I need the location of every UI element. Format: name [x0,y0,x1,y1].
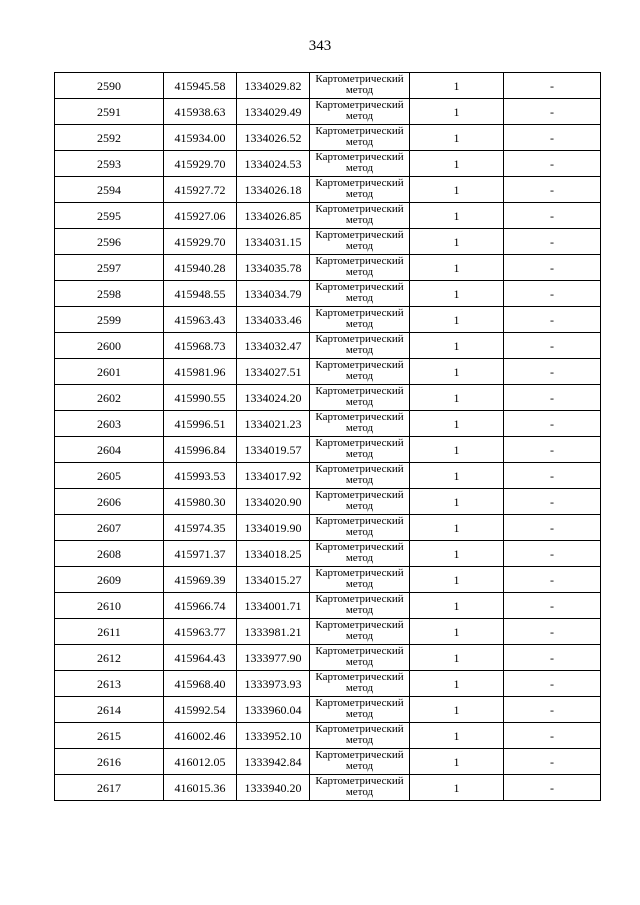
point-number-cell: 2613 [55,671,164,697]
accuracy-cell: 1 [410,177,504,203]
point-number-cell: 2614 [55,697,164,723]
accuracy-cell: 1 [410,99,504,125]
note-cell: - [504,307,601,333]
y-coordinate-cell: 1334024.53 [237,151,310,177]
x-coordinate-cell: 415974.35 [164,515,237,541]
x-coordinate-cell: 415927.72 [164,177,237,203]
y-coordinate-cell: 1334027.51 [237,359,310,385]
note-cell: - [504,73,601,99]
y-coordinate-cell: 1334034.79 [237,281,310,307]
point-number-cell: 2592 [55,125,164,151]
x-coordinate-cell: 415929.70 [164,151,237,177]
accuracy-cell: 1 [410,775,504,801]
coordinates-table-body [55,73,601,801]
table-row [55,697,601,723]
x-coordinate-cell: 416015.36 [164,775,237,801]
table-row [55,593,601,619]
note-cell: - [504,645,601,671]
table-row [55,671,601,697]
table-row [55,125,601,151]
y-coordinate-cell: 1334033.46 [237,307,310,333]
note-cell: - [504,333,601,359]
y-coordinate-cell: 1334031.15 [237,229,310,255]
x-coordinate-cell: 415996.84 [164,437,237,463]
accuracy-cell: 1 [410,567,504,593]
note-cell: - [504,281,601,307]
accuracy-cell: 1 [410,437,504,463]
method-cell: Картометрический метод [310,359,410,385]
point-number-cell: 2594 [55,177,164,203]
accuracy-cell: 1 [410,489,504,515]
y-coordinate-cell: 1334032.47 [237,333,310,359]
y-coordinate-cell: 1334029.49 [237,99,310,125]
x-coordinate-cell: 415929.70 [164,229,237,255]
accuracy-cell: 1 [410,749,504,775]
table-row [55,489,601,515]
x-coordinate-cell: 415992.54 [164,697,237,723]
table-row [55,515,601,541]
method-cell: Картометрический метод [310,593,410,619]
y-coordinate-cell: 1334018.25 [237,541,310,567]
point-number-cell: 2608 [55,541,164,567]
accuracy-cell: 1 [410,723,504,749]
x-coordinate-cell: 415968.73 [164,333,237,359]
x-coordinate-cell: 415990.55 [164,385,237,411]
y-coordinate-cell: 1333981.21 [237,619,310,645]
table-row [55,437,601,463]
y-coordinate-cell: 1334026.52 [237,125,310,151]
x-coordinate-cell: 415945.58 [164,73,237,99]
y-coordinate-cell: 1334017.92 [237,463,310,489]
point-number-cell: 2593 [55,151,164,177]
note-cell: - [504,229,601,255]
accuracy-cell: 1 [410,281,504,307]
table-row [55,567,601,593]
method-cell: Картометрический метод [310,775,410,801]
point-number-cell: 2605 [55,463,164,489]
table-row [55,229,601,255]
method-cell: Картометрический метод [310,411,410,437]
table-row [55,281,601,307]
x-coordinate-cell: 415927.06 [164,203,237,229]
table-row [55,775,601,801]
method-cell: Картометрический метод [310,541,410,567]
x-coordinate-cell: 415938.63 [164,99,237,125]
accuracy-cell: 1 [410,385,504,411]
point-number-cell: 2601 [55,359,164,385]
point-number-cell: 2606 [55,489,164,515]
accuracy-cell: 1 [410,463,504,489]
method-cell: Картометрический метод [310,645,410,671]
method-cell: Картометрический метод [310,125,410,151]
accuracy-cell: 1 [410,411,504,437]
point-number-cell: 2612 [55,645,164,671]
accuracy-cell: 1 [410,359,504,385]
point-number-cell: 2595 [55,203,164,229]
accuracy-cell: 1 [410,645,504,671]
note-cell: - [504,99,601,125]
table-row [55,307,601,333]
method-cell: Картометрический метод [310,333,410,359]
y-coordinate-cell: 1333940.20 [237,775,310,801]
note-cell: - [504,203,601,229]
x-coordinate-cell: 415969.39 [164,567,237,593]
note-cell: - [504,541,601,567]
accuracy-cell: 1 [410,125,504,151]
table-row [55,463,601,489]
note-cell: - [504,177,601,203]
method-cell: Картометрический метод [310,385,410,411]
method-cell: Картометрический метод [310,697,410,723]
x-coordinate-cell: 415934.00 [164,125,237,151]
note-cell: - [504,151,601,177]
point-number-cell: 2591 [55,99,164,125]
table-row [55,411,601,437]
table-row [55,359,601,385]
method-cell: Картометрический метод [310,515,410,541]
note-cell: - [504,671,601,697]
point-number-cell: 2604 [55,437,164,463]
x-coordinate-cell: 415964.43 [164,645,237,671]
y-coordinate-cell: 1333942.84 [237,749,310,775]
accuracy-cell: 1 [410,593,504,619]
note-cell: - [504,359,601,385]
y-coordinate-cell: 1334019.90 [237,515,310,541]
x-coordinate-cell: 415940.28 [164,255,237,281]
table-row [55,151,601,177]
note-cell: - [504,619,601,645]
y-coordinate-cell: 1334026.18 [237,177,310,203]
table-row [55,645,601,671]
coordinates-table [54,72,601,801]
accuracy-cell: 1 [410,333,504,359]
note-cell: - [504,775,601,801]
table-row [55,73,601,99]
table-row [55,255,601,281]
point-number-cell: 2616 [55,749,164,775]
method-cell: Картометрический метод [310,671,410,697]
point-number-cell: 2598 [55,281,164,307]
accuracy-cell: 1 [410,203,504,229]
note-cell: - [504,749,601,775]
method-cell: Картометрический метод [310,463,410,489]
x-coordinate-cell: 415981.96 [164,359,237,385]
table-row [55,749,601,775]
table-row [55,723,601,749]
x-coordinate-cell: 415963.43 [164,307,237,333]
y-coordinate-cell: 1334026.85 [237,203,310,229]
accuracy-cell: 1 [410,541,504,567]
x-coordinate-cell: 415966.74 [164,593,237,619]
point-number-cell: 2590 [55,73,164,99]
y-coordinate-cell: 1333960.04 [237,697,310,723]
accuracy-cell: 1 [410,515,504,541]
note-cell: - [504,515,601,541]
y-coordinate-cell: 1334035.78 [237,255,310,281]
x-coordinate-cell: 415993.53 [164,463,237,489]
accuracy-cell: 1 [410,671,504,697]
point-number-cell: 2600 [55,333,164,359]
y-coordinate-cell: 1333977.90 [237,645,310,671]
table-row [55,541,601,567]
table-row [55,619,601,645]
point-number-cell: 2617 [55,775,164,801]
method-cell: Картометрический метод [310,177,410,203]
point-number-cell: 2603 [55,411,164,437]
accuracy-cell: 1 [410,697,504,723]
note-cell: - [504,255,601,281]
method-cell: Картометрический метод [310,619,410,645]
method-cell: Картометрический метод [310,723,410,749]
note-cell: - [504,697,601,723]
method-cell: Картометрический метод [310,99,410,125]
x-coordinate-cell: 415996.51 [164,411,237,437]
y-coordinate-cell: 1334019.57 [237,437,310,463]
y-coordinate-cell: 1334021.23 [237,411,310,437]
method-cell: Картометрический метод [310,203,410,229]
accuracy-cell: 1 [410,229,504,255]
x-coordinate-cell: 416012.05 [164,749,237,775]
y-coordinate-cell: 1334024.20 [237,385,310,411]
accuracy-cell: 1 [410,307,504,333]
point-number-cell: 2599 [55,307,164,333]
accuracy-cell: 1 [410,255,504,281]
point-number-cell: 2597 [55,255,164,281]
method-cell: Картометрический метод [310,151,410,177]
note-cell: - [504,385,601,411]
note-cell: - [504,411,601,437]
method-cell: Картометрический метод [310,749,410,775]
note-cell: - [504,567,601,593]
y-coordinate-cell: 1333952.10 [237,723,310,749]
table-row [55,333,601,359]
accuracy-cell: 1 [410,73,504,99]
y-coordinate-cell: 1334015.27 [237,567,310,593]
point-number-cell: 2615 [55,723,164,749]
method-cell: Картометрический метод [310,489,410,515]
accuracy-cell: 1 [410,619,504,645]
method-cell: Картометрический метод [310,567,410,593]
note-cell: - [504,593,601,619]
x-coordinate-cell: 415980.30 [164,489,237,515]
x-coordinate-cell: 415968.40 [164,671,237,697]
x-coordinate-cell: 415948.55 [164,281,237,307]
table-row [55,99,601,125]
point-number-cell: 2602 [55,385,164,411]
table-row [55,385,601,411]
point-number-cell: 2609 [55,567,164,593]
note-cell: - [504,489,601,515]
method-cell: Картометрический метод [310,307,410,333]
point-number-cell: 2610 [55,593,164,619]
x-coordinate-cell: 416002.46 [164,723,237,749]
y-coordinate-cell: 1333973.93 [237,671,310,697]
method-cell: Картометрический метод [310,73,410,99]
y-coordinate-cell: 1334020.90 [237,489,310,515]
table-row [55,203,601,229]
point-number-cell: 2607 [55,515,164,541]
note-cell: - [504,437,601,463]
y-coordinate-cell: 1334029.82 [237,73,310,99]
x-coordinate-cell: 415963.77 [164,619,237,645]
point-number-cell: 2611 [55,619,164,645]
accuracy-cell: 1 [410,151,504,177]
method-cell: Картометрический метод [310,229,410,255]
y-coordinate-cell: 1334001.71 [237,593,310,619]
method-cell: Картометрический метод [310,437,410,463]
note-cell: - [504,463,601,489]
method-cell: Картометрический метод [310,255,410,281]
method-cell: Картометрический метод [310,281,410,307]
note-cell: - [504,125,601,151]
table-row [55,177,601,203]
point-number-cell: 2596 [55,229,164,255]
page-number: 343 [308,38,332,54]
x-coordinate-cell: 415971.37 [164,541,237,567]
note-cell: - [504,723,601,749]
